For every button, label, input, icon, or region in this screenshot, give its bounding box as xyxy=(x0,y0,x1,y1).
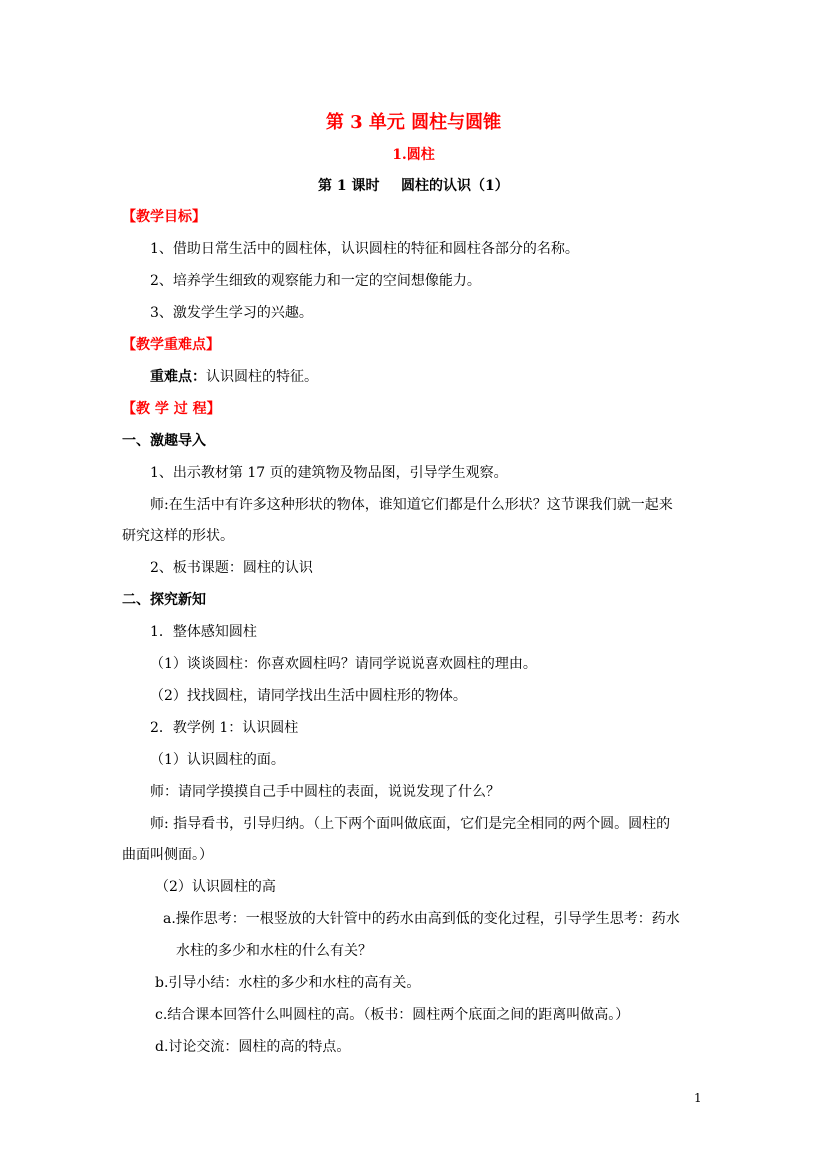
paragraph: 2、板书课题：圆柱的认识 xyxy=(150,560,313,576)
paragraph: b.引导小结：水柱的多少和水柱的高有关。 xyxy=(155,975,421,991)
key-points-label: 重难点： xyxy=(150,369,206,385)
key-points-line xyxy=(150,367,318,387)
goal-item: 3、激发学生学习的兴趣。 xyxy=(150,305,313,321)
paragraph: c.结合课本回答什么叫圆柱的高。（板书：圆柱两个底面之间的距离叫做高。） xyxy=(155,1007,630,1023)
paragraph: （2）认识圆柱的高 xyxy=(155,879,276,895)
paragraph: 研究这样的形状。 xyxy=(122,528,234,544)
page-number: 1 xyxy=(694,1091,702,1105)
paragraph: （1）认识圆柱的面。 xyxy=(150,752,285,768)
paragraph: （2）找找圆柱，请同学找出生活中圆柱形的物体。 xyxy=(150,688,467,704)
paragraph: 2．教学例 1：认识圆柱 xyxy=(150,720,299,736)
paragraph: 师:在生活中有许多这种形状的物体，谁知道它们都是什么形状？这节课我们就一起来 xyxy=(150,497,673,513)
part1-heading: 一、激趣导入 xyxy=(122,433,206,449)
paragraph: 1、出示教材第 17 页的建筑物及物品图，引导学生观察。 xyxy=(150,465,508,481)
paragraph: 水柱的多少和水柱的什么有关？ xyxy=(176,943,372,959)
key-points-heading: 【教学重难点】 xyxy=(122,337,220,353)
document-title: 第 3 单元 圆柱与圆锥 xyxy=(325,112,502,133)
key-points-text: 认识圆柱的特征。 xyxy=(206,369,318,385)
goal-item: 1、借助日常生活中的圆柱体，认识圆柱的特征和圆柱各部分的名称。 xyxy=(150,241,579,257)
paragraph: a.操作思考：一根竖放的大针管中的药水由高到低的变化过程，引导学生思考：药水 xyxy=(163,911,680,927)
paragraph: 1．整体感知圆柱 xyxy=(150,624,257,640)
paragraph: 曲面叫侧面。） xyxy=(122,847,213,863)
paragraph: （1）谈谈圆柱：你喜欢圆柱吗？请同学说说喜欢圆柱的理由。 xyxy=(150,656,537,672)
section-title: 1.圆柱 xyxy=(392,147,435,163)
lesson-number: 第 1 课时 xyxy=(318,178,380,194)
goals-heading: 【教学目标】 xyxy=(122,209,206,225)
goal-item: 2、培养学生细致的观察能力和一定的空间想像能力。 xyxy=(150,273,481,289)
lesson-name: 圆柱的认识（1） xyxy=(401,178,509,194)
part2-heading: 二、探究新知 xyxy=(122,592,206,608)
process-heading: 【教 学 过 程】 xyxy=(122,401,221,417)
paragraph: 师：请同学摸摸自己手中圆柱的表面，说说发现了什么？ xyxy=(150,784,500,800)
paragraph: d.讨论交流：圆柱的高的特点。 xyxy=(155,1039,351,1055)
paragraph: 师: 指导看书，引导归纳。（上下两个面叫做底面，它们是完全相同的两个圆。圆柱的 xyxy=(150,816,671,832)
